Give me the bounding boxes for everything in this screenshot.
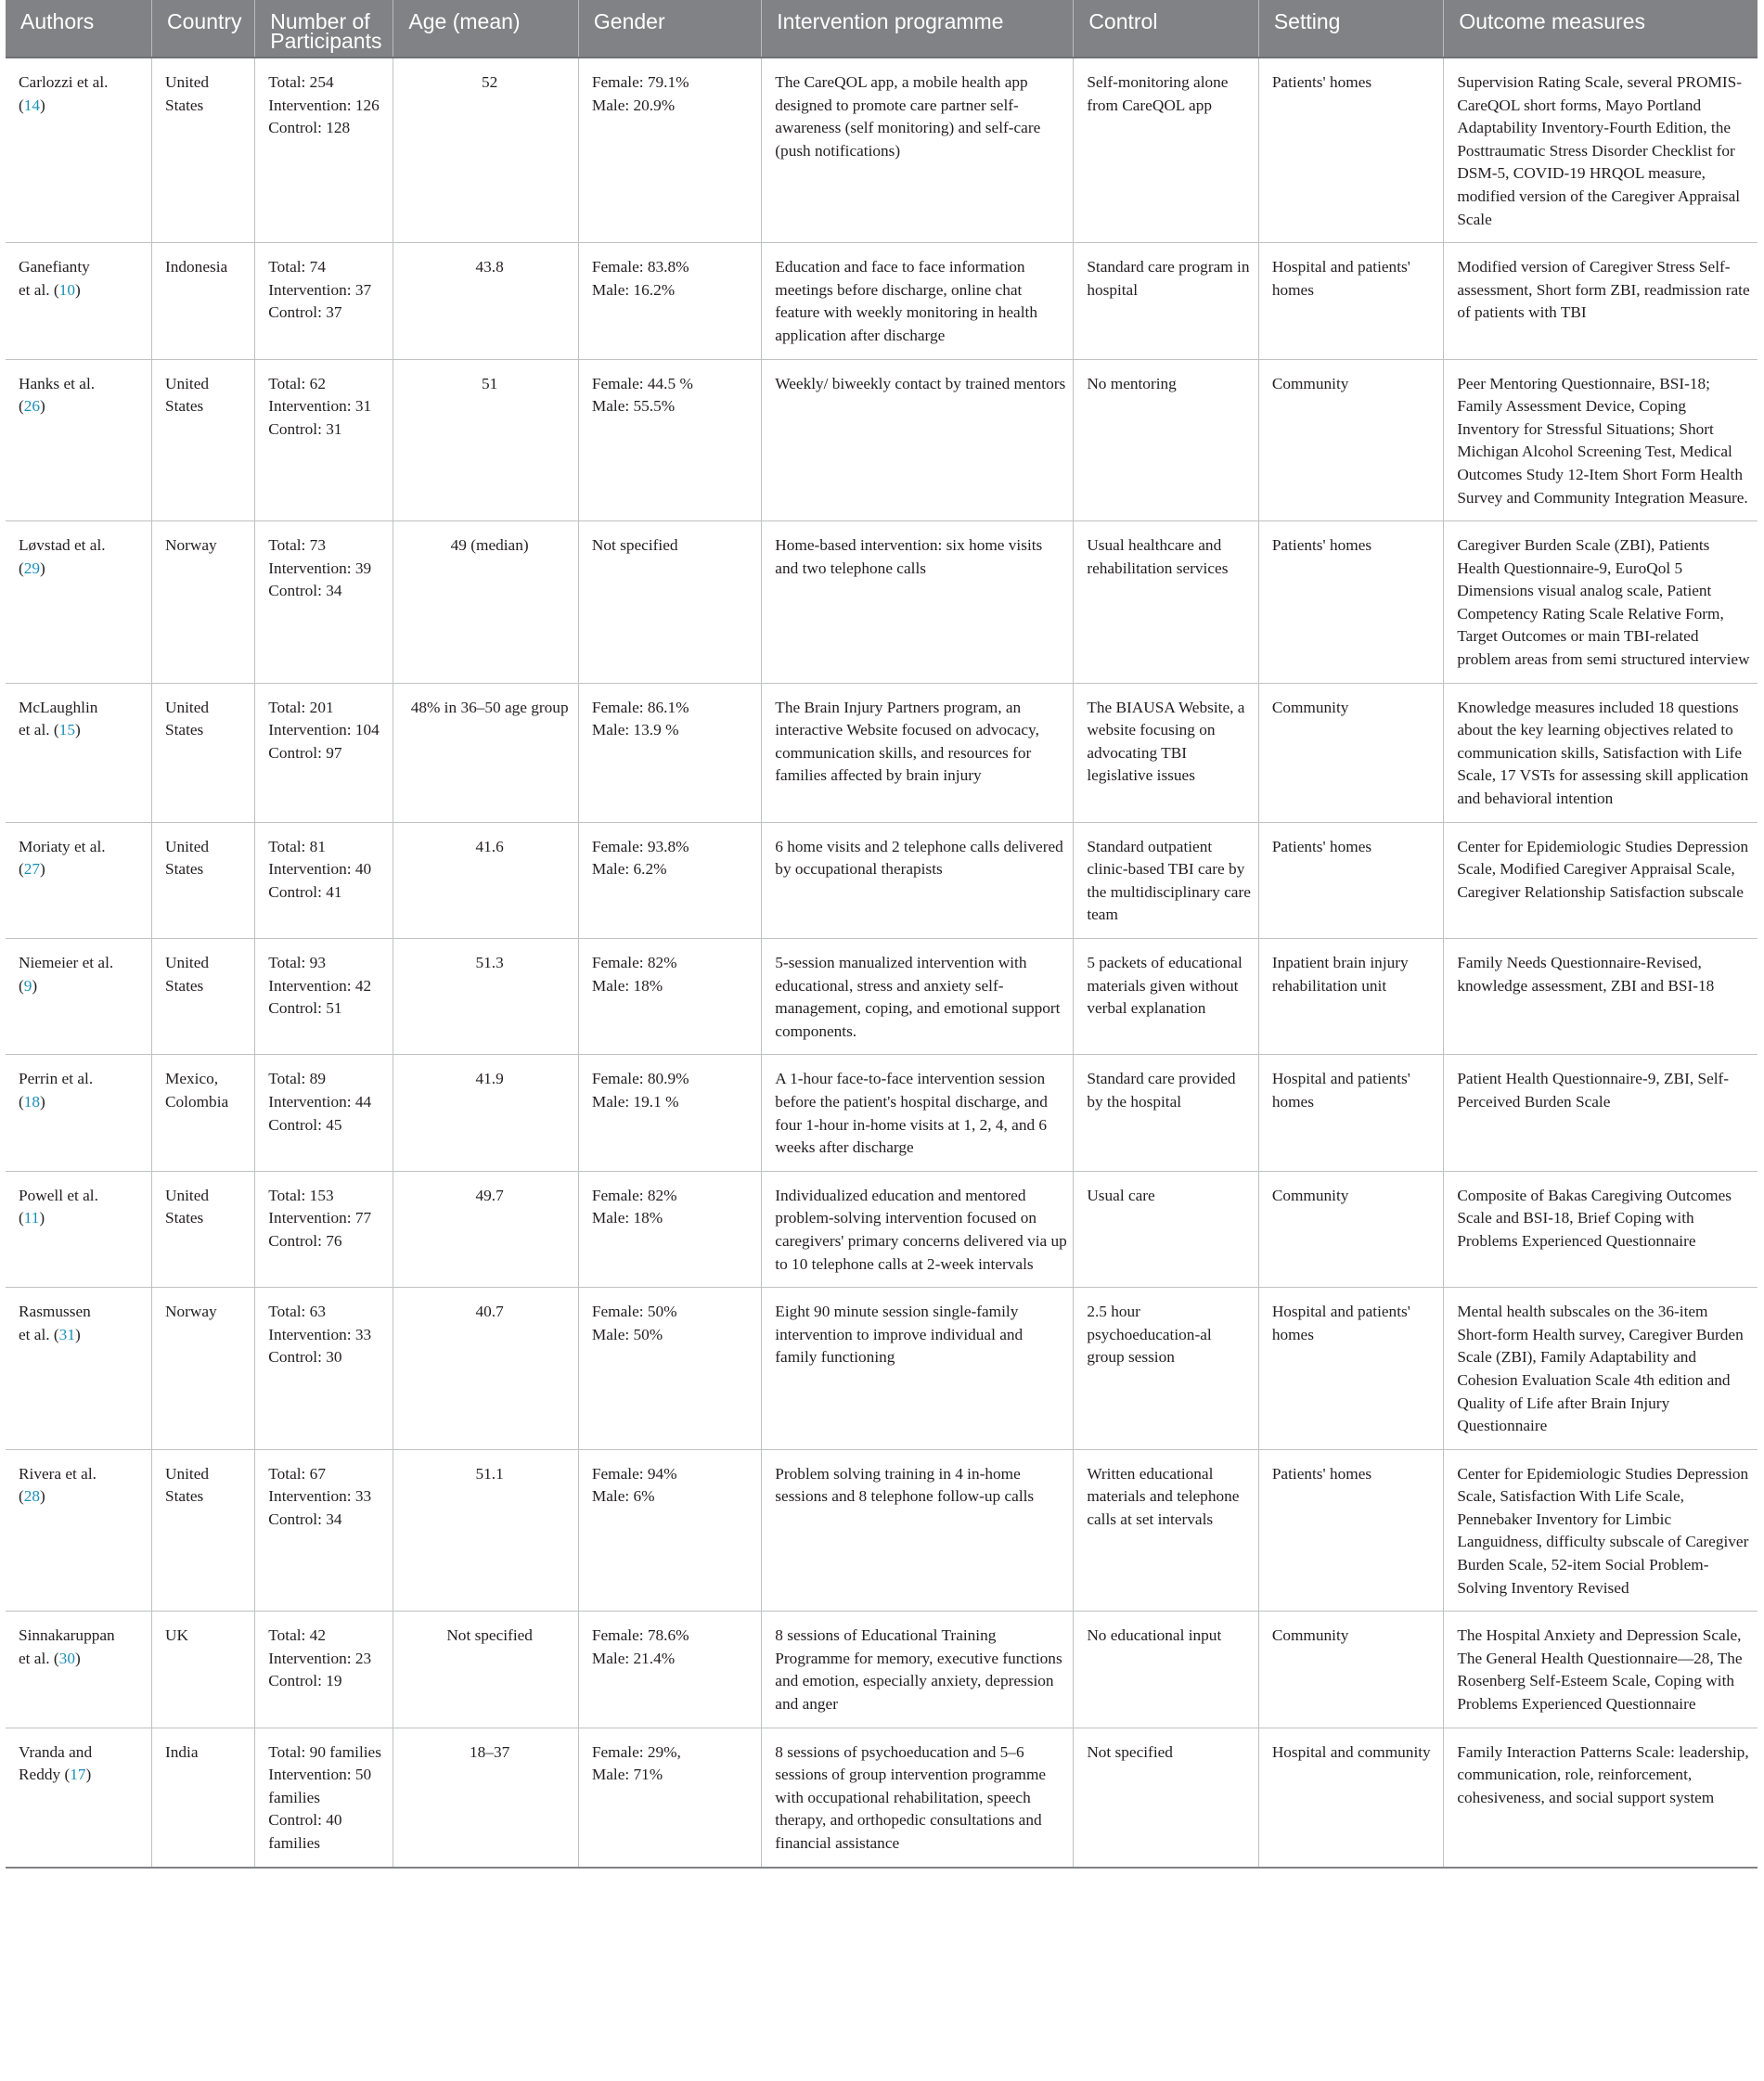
cell-control: The BIAUSA Website, a website focusing on advocating TBI legislative issues <box>1074 683 1259 822</box>
cell-gender: Female: 78.6% Male: 21.4% <box>578 1612 761 1728</box>
cell-country: United States <box>152 1449 255 1612</box>
cell-setting: Inpatient brain injury rehabilitation unit <box>1258 939 1444 1055</box>
cell-age: 51.3 <box>393 939 579 1055</box>
cell-outcomes: Supervision Rating Scale, several PROMIS-CareQOL short forms, Mayo Portland Adaptability Inventory-Fourth Edition, the Posttraumatic Stress Disorder Checklist for DSM-5, COVID-19 HRQOL measure, modified version of the Caregiver Appraisal Scale <box>1444 58 1758 243</box>
cell-age: 52 <box>393 58 579 243</box>
reference-link[interactable]: 17 <box>70 1766 86 1784</box>
cell-intervention: The Brain Injury Partners program, an interactive Website focused on advocacy, communication skills, and resources for families affected by brain injury <box>762 683 1074 822</box>
reference-link[interactable]: 28 <box>23 1487 41 1506</box>
reference-link[interactable]: 15 <box>58 721 75 739</box>
cell-control: Standard care provided by the hospital <box>1074 1055 1259 1171</box>
table-header <box>6 0 1758 58</box>
cell-participants: Total: 74 Intervention: 37 Control: 37 <box>255 243 393 359</box>
table-row <box>6 683 1758 822</box>
cell-participants: Total: 201 Intervention: 104 Control: 97 <box>255 683 393 822</box>
cell-participants: Total: 81 Intervention: 40 Control: 41 <box>255 822 393 938</box>
cell-gender: Female: 82% Male: 18% <box>578 939 761 1055</box>
table-row <box>6 243 1758 359</box>
cell-intervention: Weekly/ biweekly contact by trained mentors <box>762 359 1074 521</box>
cell-setting: Patients' homes <box>1258 822 1444 938</box>
cell-age: 18–37 <box>393 1728 579 1867</box>
author-name: Moriaty et al. ( <box>19 837 106 879</box>
table-row <box>6 939 1758 1055</box>
table-row <box>6 58 1758 243</box>
cell-intervention: 5-session manualized intervention with educational, stress and anxiety self-management, coping, and emotional support components. <box>762 939 1074 1055</box>
cell-country: United States <box>152 359 255 521</box>
cell-authors <box>6 359 152 521</box>
cell-country: Mexico, Colombia <box>152 1055 255 1171</box>
author-name: McLaughlin et al. ( <box>19 698 98 739</box>
cell-outcomes: The Hospital Anxiety and Depression Scale, The General Health Questionnaire—28, The Rosenberg Self-Esteem Scale, Coping with Problems Experienced Questionnaire <box>1444 1612 1758 1728</box>
cell-intervention: Home-based intervention: six home visits and two telephone calls <box>762 521 1074 684</box>
reference-close-paren: ) <box>40 96 45 114</box>
reference-close-paren: ) <box>40 397 45 416</box>
reference-close-paren: ) <box>40 1092 45 1111</box>
cell-intervention: Education and face to face information meetings before discharge, online chat feature with weekly monitoring in health application after discharge <box>762 243 1074 359</box>
author-name: Perrin et al. ( <box>19 1070 94 1111</box>
cell-outcomes: Center for Epidemiologic Studies Depression Scale, Satisfaction With Life Scale, Pennebaker Inventory for Limbic Languidness, difficulty subscale of Caregiver Burden Scale, 52-item Social Problem-Solving Inventory Revised <box>1444 1449 1758 1612</box>
cell-authors <box>6 822 152 938</box>
cell-intervention: 6 home visits and 2 telephone calls delivered by occupational therapists <box>762 822 1074 938</box>
cell-age: 43.8 <box>393 243 579 359</box>
reference-close-paren: ) <box>74 1649 81 1667</box>
cell-gender: Female: 44.5 % Male: 55.5% <box>578 359 761 521</box>
cell-participants: Total: 67 Intervention: 33 Control: 34 <box>255 1449 393 1612</box>
cell-gender: Female: 50% Male: 50% <box>578 1288 761 1450</box>
cell-age: 49 (median) <box>393 521 579 684</box>
cell-authors <box>6 939 152 1055</box>
cell-intervention: 8 sessions of Educational Training Programme for memory, executive functions and emotion, especially anxiety, depression and anger <box>762 1612 1074 1728</box>
cell-participants: Total: 89 Intervention: 44 Control: 45 <box>255 1055 393 1171</box>
cell-intervention: The CareQOL app, a mobile health app designed to promote care partner self-awareness (self monitoring) and self-care (push notifications) <box>762 58 1074 243</box>
header-age: Age (mean) <box>393 0 579 58</box>
cell-participants: Total: 93 Intervention: 42 Control: 51 <box>255 939 393 1055</box>
cell-participants: Total: 42 Intervention: 23 Control: 19 <box>255 1612 393 1728</box>
reference-link[interactable]: 31 <box>58 1325 75 1343</box>
header-intervention: Intervention programme <box>762 0 1074 58</box>
cell-participants: Total: 153 Intervention: 77 Control: 76 <box>255 1171 393 1287</box>
cell-age: 51.1 <box>393 1449 579 1612</box>
cell-gender: Female: 93.8% Male: 6.2% <box>578 822 761 938</box>
table-row <box>6 1171 1758 1287</box>
author-name: Powell et al. ( <box>19 1186 98 1227</box>
cell-age: 51 <box>393 359 579 521</box>
header-authors: Authors <box>6 0 152 58</box>
cell-country: Norway <box>152 521 255 684</box>
reference-close-paren: ) <box>74 1325 81 1343</box>
cell-country: United States <box>152 58 255 243</box>
cell-authors <box>6 243 152 359</box>
reference-link[interactable]: 10 <box>58 280 75 299</box>
cell-age: 48% in 36–50 age group <box>393 683 579 822</box>
author-name: Rivera et al. ( <box>19 1464 97 1506</box>
cell-control: Written educational materials and telephone calls at set intervals <box>1074 1449 1259 1612</box>
cell-outcomes: Mental health subscales on the 36-item Short-form Health survey, Caregiver Burden Scale (ZBI), Family Adaptability and Cohesion Evaluation Scale 4th edition and Quality of Life after Brain Injury Questionnaire <box>1444 1288 1758 1450</box>
cell-country: United States <box>152 1171 255 1287</box>
cell-outcomes: Knowledge measures included 18 questions about the key learning objectives related to communication skills, Satisfaction with Life Scale, 17 VSTs for assessing skill application and behavioral intention <box>1444 683 1758 822</box>
reference-link[interactable]: 30 <box>58 1649 75 1667</box>
reference-close-paren: ) <box>40 1487 45 1506</box>
cell-setting: Patients' homes <box>1258 1449 1444 1612</box>
cell-intervention: A 1-hour face-to-face intervention session before the patient's hospital discharge, and four 1-hour in-home visits at 1, 2, 4, and 6 weeks after discharge <box>762 1055 1074 1171</box>
cell-participants: Total: 254 Intervention: 126 Control: 128 <box>255 58 393 243</box>
table-row <box>6 359 1758 521</box>
cell-country: India <box>152 1728 255 1867</box>
author-name: Hanks et al. ( <box>19 374 96 416</box>
cell-setting: Patients' homes <box>1258 58 1444 243</box>
table-body <box>6 58 1758 1868</box>
cell-outcomes: Center for Epidemiologic Studies Depression Scale, Modified Caregiver Appraisal Scale, Caregiver Relationship Satisfaction subscale <box>1444 822 1758 938</box>
study-characteristics-table <box>6 0 1758 1869</box>
cell-gender: Female: 94% Male: 6% <box>578 1449 761 1612</box>
cell-intervention: Individualized education and mentored problem-solving intervention focused on caregivers' primary concerns delivered via up to 10 telephone calls at 2-week intervals <box>762 1171 1074 1287</box>
cell-setting: Community <box>1258 683 1444 822</box>
author-name: Niemeier et al. ( <box>19 954 114 995</box>
cell-outcomes: Patient Health Questionnaire-9, ZBI, Self-Perceived Burden Scale <box>1444 1055 1758 1171</box>
author-name: Rasmussen et al. ( <box>19 1303 91 1343</box>
cell-gender: Female: 83.8% Male: 16.2% <box>578 243 761 359</box>
reference-link[interactable]: 29 <box>23 559 41 577</box>
cell-setting: Hospital and patients' homes <box>1258 1055 1444 1171</box>
cell-outcomes: Caregiver Burden Scale (ZBI), Patients Health Questionnaire-9, EuroQol 5 Dimensions visual analog scale, Patient Competency Rating Scale Relative Form, Target Outcomes or main TBI-related problem areas from semi structured interview <box>1444 521 1758 684</box>
cell-control: No mentoring <box>1074 359 1259 521</box>
cell-age: Not specified <box>393 1612 579 1728</box>
cell-outcomes: Family Needs Questionnaire-Revised, knowledge assessment, ZBI and BSI-18 <box>1444 939 1758 1055</box>
cell-control: 5 packets of educational materials given without verbal explanation <box>1074 939 1259 1055</box>
reference-close-paren: ) <box>85 1766 92 1784</box>
table-row <box>6 1449 1758 1612</box>
cell-authors <box>6 1449 152 1612</box>
cell-setting: Hospital and community <box>1258 1728 1444 1867</box>
cell-gender: Female: 82% Male: 18% <box>578 1171 761 1287</box>
cell-setting: Hospital and patients' homes <box>1258 1288 1444 1450</box>
cell-age: 41.6 <box>393 822 579 938</box>
author-name: Vranda and Reddy ( <box>19 1742 93 1784</box>
reference-close-paren: ) <box>40 860 45 879</box>
cell-setting: Community <box>1258 1171 1444 1287</box>
cell-participants: Total: 73 Intervention: 39 Control: 34 <box>255 521 393 684</box>
cell-control: Self-monitoring alone from CareQOL app <box>1074 58 1259 243</box>
cell-setting: Hospital and patients' homes <box>1258 243 1444 359</box>
cell-control: Not specified <box>1074 1728 1259 1867</box>
reference-close-paren: ) <box>39 1209 45 1227</box>
cell-gender: Female: 86.1% Male: 13.9 % <box>578 683 761 822</box>
reference-close-paren: ) <box>74 280 81 299</box>
cell-intervention: Problem solving training in 4 in-home sessions and 8 telephone follow-up calls <box>762 1449 1074 1612</box>
header-row <box>6 0 1758 58</box>
cell-participants: Total: 62 Intervention: 31 Control: 31 <box>255 359 393 521</box>
cell-authors <box>6 683 152 822</box>
reference-link[interactable]: 18 <box>23 1092 41 1111</box>
cell-gender: Female: 29%, Male: 71% <box>578 1728 761 1867</box>
cell-participants: Total: 63 Intervention: 33 Control: 30 <box>255 1288 393 1450</box>
cell-gender: Not specified <box>578 521 761 684</box>
study-characteristics-table-container <box>6 0 1758 1869</box>
cell-outcomes: Modified version of Caregiver Stress Self-assessment, Short form ZBI, readmission rate of patients with TBI <box>1444 243 1758 359</box>
cell-country: United States <box>152 939 255 1055</box>
cell-control: 2.5 hour psychoeducation-al group session <box>1074 1288 1259 1450</box>
cell-authors <box>6 521 152 684</box>
cell-authors <box>6 1288 152 1450</box>
table-row <box>6 521 1758 684</box>
header-outcomes: Outcome measures <box>1444 0 1758 58</box>
reference-link[interactable]: 27 <box>23 860 41 879</box>
cell-outcomes: Peer Mentoring Questionnaire, BSI-18; Family Assessment Device, Coping Inventory for Stressful Situations; Short Michigan Alcohol Screening Test, Medical Outcomes Study 12-Item Short Form Health Survey and Community Integration Measure. <box>1444 359 1758 521</box>
cell-setting: Community <box>1258 359 1444 521</box>
cell-setting: Patients' homes <box>1258 521 1444 684</box>
reference-close-paren: ) <box>32 976 38 995</box>
cell-age: 49.7 <box>393 1171 579 1287</box>
header-control: Control <box>1074 0 1259 58</box>
author-name: Ganefianty et al. ( <box>19 258 90 299</box>
cell-control: Standard care program in hospital <box>1074 243 1259 359</box>
reference-link[interactable]: 14 <box>23 96 41 114</box>
reference-link[interactable]: 11 <box>23 1209 40 1227</box>
cell-outcomes: Family Interaction Patterns Scale: leadership, communication, role, reinforcement, cohesiveness, and social support system <box>1444 1728 1758 1867</box>
cell-country: United States <box>152 683 255 822</box>
cell-authors <box>6 1612 152 1728</box>
cell-outcomes: Composite of Bakas Caregiving Outcomes Scale and BSI-18, Brief Coping with Problems Experienced Questionnaire <box>1444 1171 1758 1287</box>
cell-authors <box>6 58 152 243</box>
cell-participants: Total: 90 families Intervention: 50 families Control: 40 families <box>255 1728 393 1867</box>
cell-control: Usual care <box>1074 1171 1259 1287</box>
table-row <box>6 1055 1758 1171</box>
cell-country: UK <box>152 1612 255 1728</box>
cell-control: Usual healthcare and rehabilitation services <box>1074 521 1259 684</box>
author-name: Løvstad et al. ( <box>19 536 106 577</box>
reference-link[interactable]: 26 <box>23 397 41 416</box>
author-name: Sinnakaruppan et al. ( <box>19 1626 115 1667</box>
cell-intervention: 8 sessions of psychoeducation and 5–6 sessions of group intervention programme with occupational rehabilitation, speech therapy, and orthopedic consultations and financial assistance <box>762 1728 1074 1867</box>
cell-authors <box>6 1171 152 1287</box>
table-row <box>6 1288 1758 1450</box>
table-row <box>6 1728 1758 1867</box>
header-participants: Number of Participants <box>255 0 393 58</box>
reference-close-paren: ) <box>40 559 45 577</box>
cell-age: 40.7 <box>393 1288 579 1450</box>
header-setting: Setting <box>1258 0 1444 58</box>
cell-gender: Female: 79.1% Male: 20.9% <box>578 58 761 243</box>
cell-setting: Community <box>1258 1612 1444 1728</box>
cell-country: Indonesia <box>152 243 255 359</box>
header-country: Country <box>152 0 255 58</box>
cell-gender: Female: 80.9% Male: 19.1 % <box>578 1055 761 1171</box>
cell-country: United States <box>152 822 255 938</box>
cell-country: Norway <box>152 1288 255 1450</box>
header-gender: Gender <box>578 0 761 58</box>
cell-authors <box>6 1055 152 1171</box>
cell-intervention: Eight 90 minute session single-family intervention to improve individual and family functioning <box>762 1288 1074 1450</box>
cell-age: 41.9 <box>393 1055 579 1171</box>
table-row <box>6 1612 1758 1728</box>
reference-close-paren: ) <box>74 721 81 739</box>
author-name: Carlozzi et al. ( <box>19 73 109 114</box>
reference-link[interactable]: 9 <box>23 976 32 995</box>
table-row <box>6 822 1758 938</box>
cell-control: Standard outpatient clinic-based TBI care by the multidisciplinary care team <box>1074 822 1259 938</box>
cell-authors <box>6 1728 152 1867</box>
cell-control: No educational input <box>1074 1612 1259 1728</box>
